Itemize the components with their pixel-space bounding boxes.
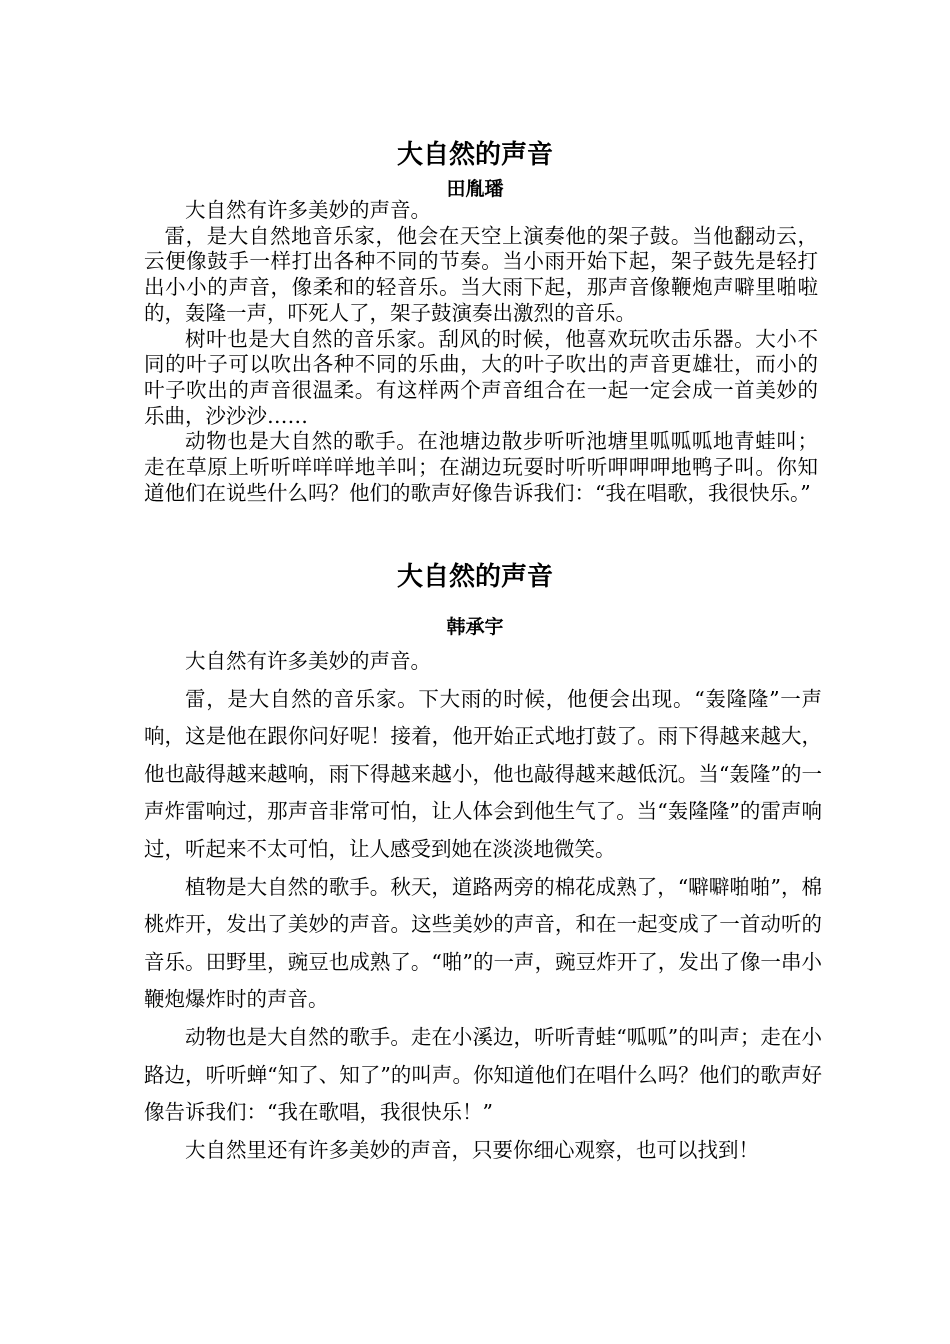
essay1-body (144, 198, 818, 506)
essay2-paragraph: 动物也是大自然的歌手。走在小溪边，听听青蛙“呱呱”的叫声；走在小路边，听听蝉“知了、知了”的叫声。你知道他们在唱什么吗？他们的歌声好像告诉我们：“我在歌唱，我很快乐！” (144, 1024, 822, 1125)
essay2-paragraph: 植物是大自然的歌手。秋天，道路两旁的棉花成熟了，“噼噼啪啪”，棉桃炸开，发出了美妙的声音。这些美妙的声音，和在一起变成了一首动听的音乐。田野里，豌豆也成熟了。“啪”的一声，豌豆炸开了，发出了像一串小鞭炮爆炸时的声音。 (144, 874, 822, 1012)
essay2-body (144, 643, 822, 1169)
essay1-paragraph: 动物也是大自然的歌手。在池塘边散步听听池塘里呱呱呱地青蛙叫；走在草原上听听咩咩咩地羊叫；在湖边玩耍时听听呷呷呷地鸭子叫。你知道他们在说些什么吗？他们的歌声好像告诉我们：“我在唱歌，我很快乐。” (144, 429, 818, 505)
essay1-paragraph: 大自然有许多美妙的声音。 (185, 198, 431, 222)
essay1-paragraph: 雷，是大自然地音乐家，他会在天空上演奏他的架子鼓。当他翻动云，云便像鼓手一样打出各种不同的节奏。当小雨开始下起，架子鼓先是轻打出小小的声音，像柔和的轻音乐。当大雨下起，那声音像鞭炮声噼里啪啦的，轰隆一声，吓死人了，架子鼓演奏出激烈的音乐。 (144, 223, 818, 325)
essay2-paragraph: 大自然有许多美妙的声音。 (185, 649, 431, 673)
essay1-paragraph: 树叶也是大自然的音乐家。刮风的时候，他喜欢玩吹击乐器。大小不同的叶子可以吹出各种不同的乐曲，大的叶子吹出的声音更雄壮，而小的叶子吹出的声音很温柔。有这样两个声音组合在一起一定会成一首美妙的乐曲，沙沙沙…… (144, 326, 818, 428)
essay2-author: 韩承宇 (446, 616, 504, 638)
essay2-title: 大自然的声音 (396, 562, 553, 592)
essay2-paragraph: 大自然里还有许多美妙的声音，只要你细心观察，也可以找到！ (185, 1137, 759, 1162)
essay2-paragraph: 雷，是大自然的音乐家。下大雨的时候，他便会出现。“轰隆隆”一声响，这是他在跟你问好呢！接着，他开始正式地打鼓了。雨下得越来越大，他也敲得越来越响，雨下得越来越小，他也敲得越来越低沉。当“轰隆”的一声炸雷响过，那声音非常可怕，让人体会到他生气了。当“轰隆隆”的雷声响过，听起来不太可怕，让人感受到她在淡淡地微笑。 (144, 686, 822, 861)
essay1-title: 大自然的声音 (396, 140, 553, 170)
essay1-author: 田胤璠 (446, 178, 504, 200)
